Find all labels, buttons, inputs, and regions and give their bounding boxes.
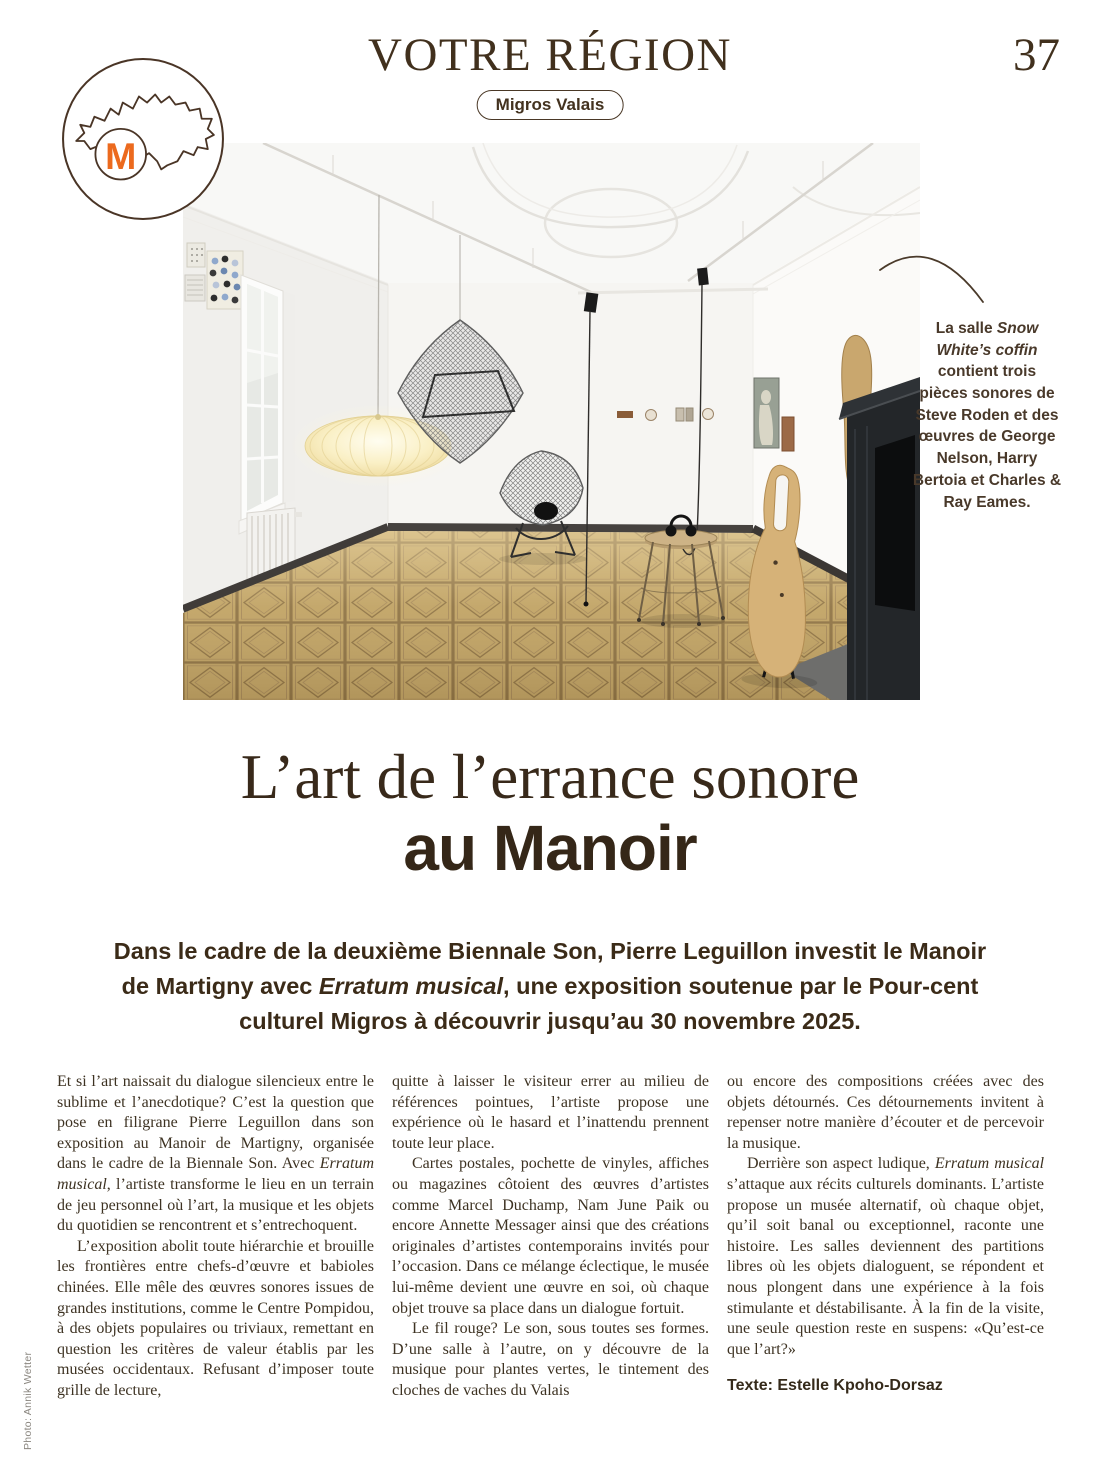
small-frame-artwork xyxy=(782,417,794,451)
photo-credit: Photo: Annik Wetter xyxy=(22,1351,34,1450)
headline xyxy=(0,742,1100,882)
body-paragraph: Cartes postales, pochette de vinyles, affiches ou magazines côtoient des œuvres d’artistes comme Marcel Duchamp, Nam June Paik ou encore Annette Messager ainsi que des créations originales d’artistes contemporains invités pour l’occasion. Dans ce mélange éclectique, le musée lui-même devient une œuvre en soi, où chaque objet trouve sa place dans un dialogue fortuit. xyxy=(392,1155,709,1317)
body-paragraph: ou encore des compositions créées avec des objets détournés. Ces détournements invitent à repenser notre manière d’écouter et de percevoir la musique. xyxy=(727,1073,1044,1152)
headline-line1: L’art de l’errance sonore xyxy=(240,742,860,812)
gallery-photo xyxy=(183,143,920,700)
body-paragraph: Derrière son aspect ludique, Erratum musical s’attaque aux récits culturels dominants. L’artiste propose un musée alternatif, où chaque objet, qu’il soit banal ou exceptionnel, raconte une histoire. Les salles deviennent des partitions libres où les objets dialoguent, se répondent et nous plongent dans une expérience à la fois stimulante et déstabilisante. À la fin de la visite, une seule question reste en suspens: «Qu’est-ce que l’art?» xyxy=(727,1155,1045,1358)
photo-caption: La salle Snow White’s coffin contient trois pièces sonores de Steve Roden et des œuvres de George Nelson, Harry Bertoia et Charles & Ray Eames. xyxy=(912,320,1062,511)
page-number: 37 xyxy=(1013,29,1060,81)
section-title: VOTRE RÉGION xyxy=(368,29,732,81)
region-badge: Migros Valais xyxy=(477,90,624,120)
migros-valais-logo-icon xyxy=(60,56,226,222)
body-paragraph: Et si l’art naissait du dialogue silencieux entre le sublime et l’anecdotique? C’est la question que pose en filigrane Pierre Leguillon dans son exposition au Manoir de Martigny, organisée dans le cadre de la Biennale Son. Avec Erratum musical, l’artiste transforme le lieu en un terrain de jeu personnel où l’art, la musique et les objets du quotidien se rencontrent et s’entrechoquent. xyxy=(57,1073,374,1235)
article-column-1 xyxy=(57,1072,374,1402)
body-paragraph: quitte à laisser le visiteur errer au milieu de références pointues, l’artiste propose une expérience où le hasard et l’inattendu prennent toute leur place. xyxy=(392,1073,709,1152)
lead-paragraph: Dans le cadre de la deuxième Biennale Son, Pierre Leguillon investit le Manoir de Martigny avec Erratum musical, une exposition soutenue par le Pour-cent culturel Migros à découvrir jusqu’au 30 novembre 2025. xyxy=(113,938,987,1034)
body-paragraph: L’exposition abolit toute hiérarchie et brouille les frontières entre chefs-d’œuvre et babioles chinées. Elle mêle des œuvres sonores issues de grandes institutions, comme le Centre Pompidou, à des objets populaires ou triviaux, remettant en question les critères de valeur établis par les musées occidentaux. Refusant d’imposer toute grille de lecture, xyxy=(57,1237,374,1399)
author-byline: Texte: Estelle Kpoho-Dorsaz xyxy=(727,1377,943,1395)
caption-pointer-arc xyxy=(850,230,1000,315)
article-body xyxy=(57,1072,1045,1402)
article-column-3 xyxy=(727,1072,1044,1402)
wall-artwork-dots xyxy=(185,243,243,309)
window xyxy=(239,275,295,534)
body-paragraph: Le fil rouge? Le son, sous toutes ses formes. D’une salle à l’autre, on y découvre de la musique pour plantes vertes, le tintement des cloches de vaches du Valais xyxy=(392,1320,709,1399)
article-column-2 xyxy=(392,1072,709,1402)
logo-letter: M xyxy=(105,135,137,178)
portrait-artwork xyxy=(754,378,779,448)
fireplace xyxy=(839,377,920,700)
headline-line2: au Manoir xyxy=(403,811,697,884)
